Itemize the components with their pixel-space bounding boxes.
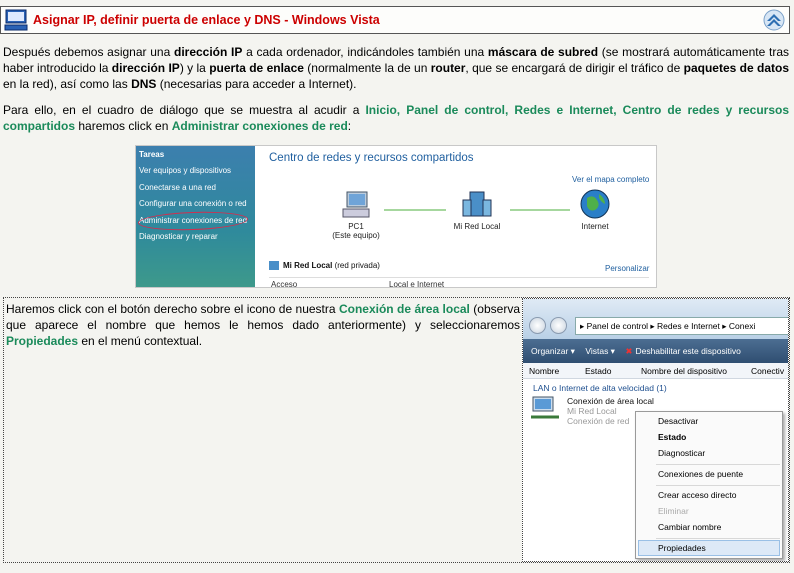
menu-item-crear-acceso[interactable]: Crear acceso directo — [658, 490, 737, 500]
access-row: Acceso Local e Internet — [271, 280, 445, 288]
connection-device: Conexión de red — [567, 416, 630, 426]
computer-icon — [1, 7, 31, 33]
back-to-top-icon[interactable] — [763, 9, 785, 31]
column-header[interactable]: Nombre del dispositivo — [641, 366, 727, 376]
full-map-link[interactable]: Ver el mapa completo — [572, 175, 650, 184]
address-bar-area — [523, 299, 789, 339]
connection-network: Mi Red Local — [567, 406, 617, 416]
menu-separator — [656, 538, 780, 539]
network-connections-screenshot — [522, 298, 789, 562]
network-center-title: Centro de redes y recursos compartidos — [269, 152, 474, 164]
task-item[interactable]: Conectarse a una red — [139, 182, 216, 192]
column-header[interactable]: Conectiv — [751, 366, 785, 376]
connection-line — [384, 209, 446, 211]
back-icon[interactable] — [529, 317, 546, 334]
group-header: LAN o Internet de alta velocidad (1) — [533, 383, 667, 393]
intro-paragraph: Después debemos asignar una dirección IP a cada ordenador, indicándoles también una máscara de subred (se mostrará automáticamente tras haber introducido la dirección IP) y la puerta de enlace (normalmente la de un router, que se encargará de dirigir el tráfico de paquetes de datos en la red), así como las DNS (necesarias para acceder a Internet). — [3, 45, 790, 91]
local-network-node: Mi Red Local — [446, 188, 508, 231]
task-item[interactable]: Diagnosticar y reparar — [139, 232, 218, 241]
breadcrumb[interactable]: ▸ Panel de control ▸ Redes e Internet ▸ Conexi — [575, 317, 789, 335]
forward-icon[interactable] — [550, 317, 567, 334]
column-header[interactable]: Estado — [585, 366, 612, 376]
path-link: Inicio, Panel de control, Redes e Internet, Centro de redes y recursos compartidos — [3, 103, 790, 133]
internet-node: Internet — [568, 188, 622, 231]
local-connection-link: Conexión de área local — [338, 302, 470, 316]
task-item[interactable]: Configurar una conexión o red — [139, 199, 247, 208]
column-headers — [523, 363, 789, 379]
properties-link: Propiedades — [6, 334, 79, 348]
divider — [269, 277, 649, 278]
menu-item-diagnosticar[interactable]: Diagnosticar — [658, 448, 706, 458]
disable-device-button[interactable]: ✖ Deshabilitar este dispositivo — [625, 346, 741, 356]
menu-separator — [656, 485, 780, 486]
menu-item-conexiones-puente[interactable]: Conexiones de puente — [658, 469, 744, 479]
network-band: Mi Red Local (red privada) — [269, 261, 649, 275]
manage-connections-link: Administrar conexiones de red — [171, 119, 348, 133]
section-header — [0, 6, 790, 34]
menu-item-propiedades[interactable]: Propiedades — [658, 543, 706, 553]
views-button[interactable]: Vistas ▾ — [585, 346, 615, 356]
network-center-screenshot — [135, 145, 657, 288]
task-item[interactable]: Ver equipos y dispositivos — [139, 166, 232, 175]
menu-item-estado[interactable]: Estado — [658, 432, 687, 442]
context-menu — [635, 411, 783, 559]
column-header[interactable]: Nombre — [529, 366, 560, 376]
menu-item-cambiar-nombre[interactable]: Cambiar nombre — [658, 522, 722, 532]
connection-line — [510, 209, 570, 211]
menu-item-eliminar[interactable]: Eliminar — [658, 506, 689, 516]
pc-node: PC1 (Este equipo) — [326, 190, 386, 240]
explorer-toolbar — [523, 339, 789, 363]
menu-separator — [656, 464, 780, 465]
network-house-icon — [460, 213, 494, 222]
right-click-paragraph: Haremos click con el botón derecho sobre el icono de nuestra Conexión de área local (observa que aparece el nombre que hemos le hemos dado anteriormente) y seleccionaremos Propiedades en el menú contextual. — [6, 302, 520, 348]
right-click-box — [3, 297, 790, 563]
personalize-link[interactable]: Personalizar — [605, 264, 650, 273]
organize-button[interactable]: Organizar ▾ — [531, 346, 575, 356]
network-adapter-icon[interactable] — [529, 395, 561, 423]
task-item-manage-connections[interactable]: Administrar conexiones de red — [139, 215, 248, 225]
instruction-paragraph: Para ello, en el cuadro de diálogo que se muestra al acudir a Inicio, Panel de control, Redes e Internet, Centro de redes y recursos compartidos haremos click en Administrar conexiones de red: — [3, 103, 790, 133]
pc-icon — [339, 213, 373, 222]
connection-name: Conexión de área local — [567, 396, 654, 406]
network-mini-icon — [269, 261, 279, 270]
globe-icon — [579, 213, 611, 222]
disable-icon: ✖ — [625, 346, 633, 356]
menu-item-desactivar[interactable]: Desactivar — [658, 416, 699, 426]
tasks-title: Tareas — [139, 150, 165, 159]
tasks-panel — [136, 146, 255, 288]
page-title: Asignar IP, definir puerta de enlace y DNS - Windows Vista — [33, 13, 380, 27]
